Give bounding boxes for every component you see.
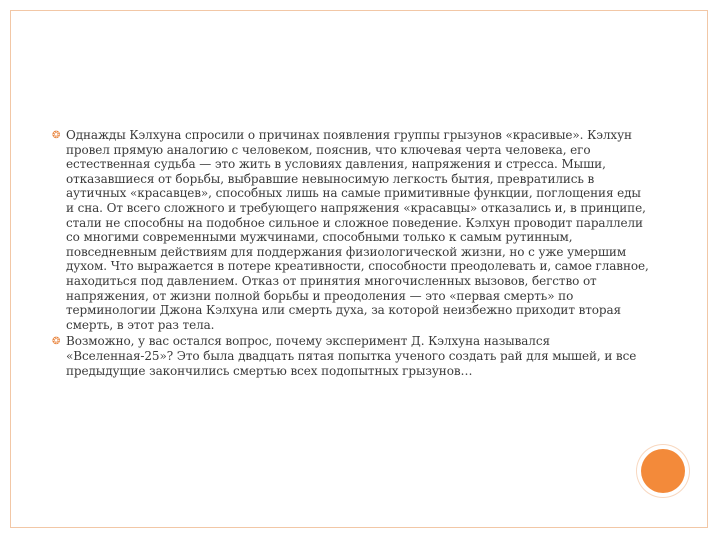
bullet-item xyxy=(52,128,652,334)
decorative-orange-circle xyxy=(641,449,685,493)
bullet-text: Возможно, у вас остался вопрос, почему эксперимент Д. Кэлхуна назывался «Вселенная-25»? Это была двадцать пятая попытка ученого создать рай для мышей, и все предыдущие закончились смертью всех подопытных грызунов… xyxy=(66,334,637,378)
slide-content xyxy=(52,128,652,380)
fleur-bullet-icon: ❂ xyxy=(52,130,61,141)
bullet-item xyxy=(52,334,652,380)
bullet-text: Однажды Кэлхуна спросили о причинах появления группы грызунов «красивые». Кэлхун провел прямую аналогию с человеком, пояснив, что ключевая черта человека, его естественная судьба — это жить в условиях давления, напряжения и стресса. Мыши, отказавшиеся от борьбы, выбравшие невыносимую легкость бытия, превратились в аутичных «красавцев», способных лишь на самые примитивные функции, поглощения еды и сна. От всего сложного и требующего напряжения «красавцы» отказались и, в принципе, стали не способны на подобное сильное и сложное поведение. Кэлхун проводит параллели со многими современными мужчинами, способными только к самым рутинным, повседневным действиям для поддержания физиологической жизни, но с уже умершим духом. Что выражается в потере креативности, способности преодолевать и, самое главное, находиться под давлением. Отказ от принятия многочисленных вызовов, бегство от напряжения, от жизни полной борьбы и преодоления — это «первая смерть» по терминологии Джона Кэлхуна или смерть духа, за которой неизбежно приходит вторая смерть, в этот раз тела. xyxy=(66,128,649,332)
fleur-bullet-icon: ❂ xyxy=(52,336,61,348)
